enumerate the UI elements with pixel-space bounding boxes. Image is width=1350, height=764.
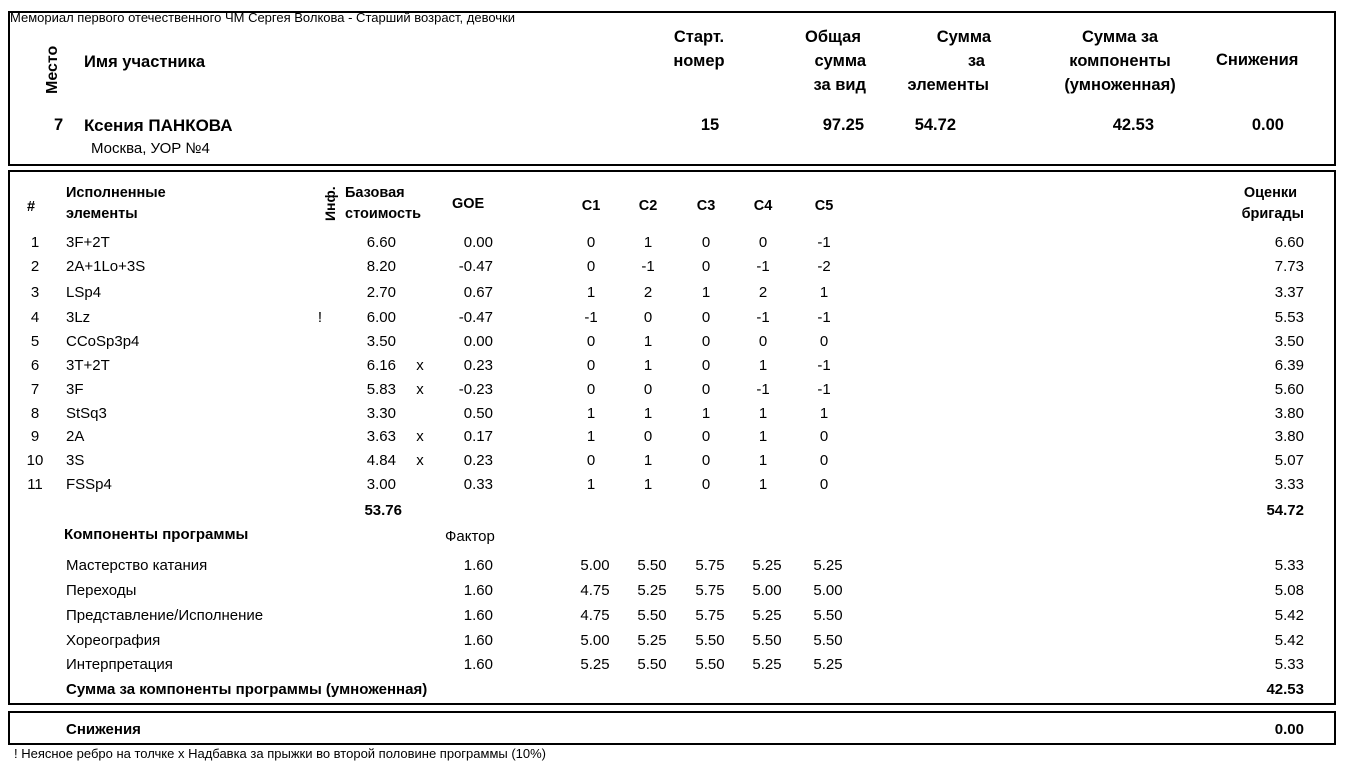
num-col-header: # xyxy=(27,199,36,215)
element-score: 5.60 xyxy=(1274,381,1304,398)
element-judge-c2: 0 xyxy=(643,309,653,326)
components-header: Компоненты программы xyxy=(64,526,249,543)
component-judge-c3: 5.75 xyxy=(695,557,725,574)
element-goe: 0.67 xyxy=(463,284,493,301)
judge-c5-header: C5 xyxy=(814,198,834,214)
element-name: 3Lz xyxy=(66,309,91,326)
element-base: 3.00 xyxy=(366,476,396,493)
element-judge-c5: -2 xyxy=(817,258,831,275)
element-judge-c1: 0 xyxy=(586,333,596,350)
event-title: Мемориал первого отечественного ЧМ Сергея Волкова - Старший возраст, девочки xyxy=(10,10,516,25)
element-num: 4 xyxy=(30,309,40,326)
start-no-header: Старт. номер xyxy=(673,28,725,70)
element-bonus: x xyxy=(416,452,424,469)
element-judge-c3: 0 xyxy=(701,452,711,469)
element-base: 3.63 xyxy=(366,428,396,445)
element-judge-c3: 0 xyxy=(701,234,711,251)
element-judge-c5: 0 xyxy=(819,428,829,445)
element-goe: 0.23 xyxy=(463,357,493,374)
element-judge-c5: -1 xyxy=(817,234,831,251)
judge-c4-header: C4 xyxy=(753,198,773,214)
judge-c2-header: C2 xyxy=(638,198,658,214)
element-num: 9 xyxy=(30,428,40,445)
component-judge-c2: 5.50 xyxy=(637,656,667,673)
component-judge-c5: 5.50 xyxy=(813,607,843,624)
element-judge-c4: 0 xyxy=(758,234,768,251)
element-judge-c4: 1 xyxy=(758,357,768,374)
element-score: 3.37 xyxy=(1274,284,1304,301)
component-judge-c1: 4.75 xyxy=(580,607,610,624)
element-judge-c3: 0 xyxy=(701,258,711,275)
element-goe: -0.23 xyxy=(458,381,493,398)
element-judge-c3: 0 xyxy=(701,381,711,398)
element-col-header: Исполненные элементы xyxy=(66,185,166,222)
element-goe: 0.33 xyxy=(463,476,493,493)
component-judge-c4: 5.50 xyxy=(752,632,782,649)
component-name: Интерпретация xyxy=(66,656,173,673)
element-name: 3F xyxy=(66,381,84,398)
element-base: 3.30 xyxy=(366,405,396,422)
element-judge-c1: 0 xyxy=(586,258,596,275)
component-name: Мастерство катания xyxy=(66,557,208,574)
component-score: 5.33 xyxy=(1274,656,1304,673)
element-base: 6.60 xyxy=(366,234,396,251)
element-score: 5.07 xyxy=(1274,452,1304,469)
rank-header: Место xyxy=(44,45,61,94)
element-num: 7 xyxy=(30,381,40,398)
element-base: 6.16 xyxy=(366,357,396,374)
component-judge-c3: 5.75 xyxy=(695,607,725,624)
skater-total: 97.25 xyxy=(822,116,864,134)
element-num: 3 xyxy=(30,284,40,301)
judge-c1-header: C1 xyxy=(581,198,601,214)
element-judge-c1: 0 xyxy=(586,452,596,469)
element-goe: -0.47 xyxy=(458,258,493,275)
component-name: Переходы xyxy=(66,582,137,599)
element-judge-c2: 2 xyxy=(643,284,653,301)
component-judge-c3: 5.50 xyxy=(695,632,725,649)
element-judge-c3: 0 xyxy=(701,357,711,374)
skater-tes: 54.72 xyxy=(914,116,956,134)
score-col-header: Оценки бригады xyxy=(1241,185,1304,222)
tes-header: Сумма за элементы xyxy=(907,28,991,94)
element-judge-c5: 0 xyxy=(819,333,829,350)
elements-base-total: 53.76 xyxy=(364,502,402,519)
element-base: 5.83 xyxy=(366,381,396,398)
goe-col-header: GOE xyxy=(452,196,485,212)
deductions-header: Снижения xyxy=(1216,51,1299,69)
element-judge-c4: -1 xyxy=(756,381,770,398)
element-score: 3.80 xyxy=(1274,428,1304,445)
element-goe: 0.00 xyxy=(463,333,493,350)
element-judge-c5: 0 xyxy=(819,452,829,469)
element-judge-c3: 0 xyxy=(701,476,711,493)
skater-club: Москва, УОР №4 xyxy=(91,140,210,157)
element-name: 3T+2T xyxy=(66,357,110,374)
element-judge-c4: 1 xyxy=(758,476,768,493)
component-judge-c5: 5.25 xyxy=(813,656,843,673)
component-judge-c3: 5.75 xyxy=(695,582,725,599)
element-judge-c2: 0 xyxy=(643,381,653,398)
element-score: 6.39 xyxy=(1274,357,1304,374)
element-judge-c2: 1 xyxy=(643,405,653,422)
element-judge-c3: 0 xyxy=(701,428,711,445)
element-num: 1 xyxy=(30,234,40,251)
element-judge-c4: -1 xyxy=(756,309,770,326)
component-score: 5.42 xyxy=(1274,632,1304,649)
component-score: 5.42 xyxy=(1274,607,1304,624)
element-judge-c1: 0 xyxy=(586,357,596,374)
component-judge-c1: 5.25 xyxy=(580,656,610,673)
component-factor: 1.60 xyxy=(463,557,493,574)
deductions-row-value: 0.00 xyxy=(1274,721,1304,738)
element-judge-c2: 1 xyxy=(643,333,653,350)
element-judge-c4: -1 xyxy=(756,258,770,275)
element-goe: 0.50 xyxy=(463,405,493,422)
element-name: StSq3 xyxy=(66,405,107,422)
element-score: 3.50 xyxy=(1274,333,1304,350)
component-judge-c1: 4.75 xyxy=(580,582,610,599)
element-judge-c4: 1 xyxy=(758,405,768,422)
element-num: 11 xyxy=(27,476,43,493)
element-bonus: x xyxy=(416,381,424,398)
element-score: 5.53 xyxy=(1274,309,1304,326)
component-judge-c4: 5.25 xyxy=(752,656,782,673)
element-base: 4.84 xyxy=(366,452,396,469)
skater-deductions: 0.00 xyxy=(1251,116,1284,134)
element-judge-c5: -1 xyxy=(817,381,831,398)
element-judge-c2: -1 xyxy=(641,258,655,275)
element-name: 2A xyxy=(66,428,85,445)
element-judge-c3: 0 xyxy=(701,333,711,350)
element-base: 6.00 xyxy=(366,309,396,326)
deductions-row-label: Снижения xyxy=(66,721,141,738)
element-name: 2A+1Lo+3S xyxy=(66,258,146,275)
components-total: 42.53 xyxy=(1266,681,1304,698)
skater-rank: 7 xyxy=(54,116,64,134)
element-judge-c4: 0 xyxy=(758,333,768,350)
element-score: 6.60 xyxy=(1274,234,1304,251)
component-score: 5.08 xyxy=(1274,582,1304,599)
element-judge-c5: 0 xyxy=(819,476,829,493)
element-num: 10 xyxy=(26,452,44,469)
element-base: 8.20 xyxy=(366,258,396,275)
element-num: 6 xyxy=(30,357,40,374)
component-judge-c5: 5.25 xyxy=(813,557,843,574)
pcs-header: Сумма за компоненты (умноженная) xyxy=(1064,28,1176,94)
component-judge-c2: 5.50 xyxy=(637,607,667,624)
element-goe: -0.47 xyxy=(458,309,493,326)
element-bonus: x xyxy=(416,357,424,374)
skater-pcs: 42.53 xyxy=(1112,116,1154,134)
element-num: 5 xyxy=(30,333,40,350)
component-judge-c4: 5.25 xyxy=(752,607,782,624)
element-goe: 0.00 xyxy=(463,234,493,251)
component-factor: 1.60 xyxy=(463,582,493,599)
component-factor: 1.60 xyxy=(463,632,493,649)
element-judge-c1: -1 xyxy=(584,309,598,326)
legend: ! Неясное ребро на толчке x Надбавка за прыжки во второй половине программы (10%) xyxy=(14,746,547,761)
element-name: LSp4 xyxy=(66,284,102,301)
element-name: 3S xyxy=(66,452,85,469)
element-judge-c3: 1 xyxy=(701,405,711,422)
element-judge-c4: 2 xyxy=(758,284,768,301)
component-factor: 1.60 xyxy=(463,607,493,624)
name-header: Имя участника xyxy=(84,53,206,71)
component-judge-c2: 5.50 xyxy=(637,557,667,574)
element-judge-c2: 1 xyxy=(643,357,653,374)
total-header: Общая сумма за вид xyxy=(805,28,866,94)
component-judge-c4: 5.00 xyxy=(752,582,782,599)
element-bonus: x xyxy=(416,428,424,445)
element-goe: 0.17 xyxy=(463,428,493,445)
component-judge-c4: 5.25 xyxy=(752,557,782,574)
element-judge-c1: 0 xyxy=(586,234,596,251)
element-num: 8 xyxy=(30,405,40,422)
element-score: 7.73 xyxy=(1274,258,1304,275)
element-judge-c3: 0 xyxy=(701,309,711,326)
element-judge-c2: 1 xyxy=(643,452,653,469)
components-total-label: Сумма за компоненты программы (умноженная) xyxy=(66,681,428,698)
element-goe: 0.23 xyxy=(463,452,493,469)
component-judge-c3: 5.50 xyxy=(695,656,725,673)
factor-header: Фактор xyxy=(445,528,495,545)
element-judge-c1: 1 xyxy=(586,405,596,422)
element-base: 2.70 xyxy=(366,284,396,301)
component-judge-c2: 5.25 xyxy=(637,632,667,649)
element-judge-c2: 0 xyxy=(643,428,653,445)
component-factor: 1.60 xyxy=(463,656,493,673)
element-score: 3.33 xyxy=(1274,476,1304,493)
component-judge-c1: 5.00 xyxy=(580,632,610,649)
component-judge-c2: 5.25 xyxy=(637,582,667,599)
element-name: FSSp4 xyxy=(66,476,112,493)
element-base: 3.50 xyxy=(366,333,396,350)
element-judge-c1: 0 xyxy=(586,381,596,398)
element-num: 2 xyxy=(30,258,40,275)
element-judge-c5: -1 xyxy=(817,309,831,326)
element-judge-c5: 1 xyxy=(819,405,829,422)
skater-name: Ксения ПАНКОВА xyxy=(84,116,233,135)
element-judge-c5: 1 xyxy=(819,284,829,301)
element-judge-c1: 1 xyxy=(586,284,596,301)
element-judge-c1: 1 xyxy=(586,428,596,445)
base-col-header: Базовая стоимость xyxy=(345,185,422,222)
element-judge-c2: 1 xyxy=(643,476,653,493)
component-judge-c5: 5.00 xyxy=(813,582,843,599)
element-judge-c3: 1 xyxy=(701,284,711,301)
element-name: 3F+2T xyxy=(66,234,110,251)
component-judge-c5: 5.50 xyxy=(813,632,843,649)
element-judge-c5: -1 xyxy=(817,357,831,374)
component-name: Хореография xyxy=(66,632,161,649)
skater-start-no: 15 xyxy=(700,116,720,134)
component-score: 5.33 xyxy=(1274,557,1304,574)
component-judge-c1: 5.00 xyxy=(580,557,610,574)
element-name: CCoSp3p4 xyxy=(66,333,140,350)
elements-score-total: 54.72 xyxy=(1266,502,1304,519)
element-judge-c4: 1 xyxy=(758,452,768,469)
deductions-box xyxy=(8,711,1336,745)
info-col-header: Инф. xyxy=(322,186,338,221)
element-score: 3.80 xyxy=(1274,405,1304,422)
component-name: Представление/Исполнение xyxy=(66,607,264,624)
element-judge-c2: 1 xyxy=(643,234,653,251)
element-judge-c1: 1 xyxy=(586,476,596,493)
element-judge-c4: 1 xyxy=(758,428,768,445)
element-info: ! xyxy=(317,309,323,326)
judge-c3-header: C3 xyxy=(696,198,716,214)
